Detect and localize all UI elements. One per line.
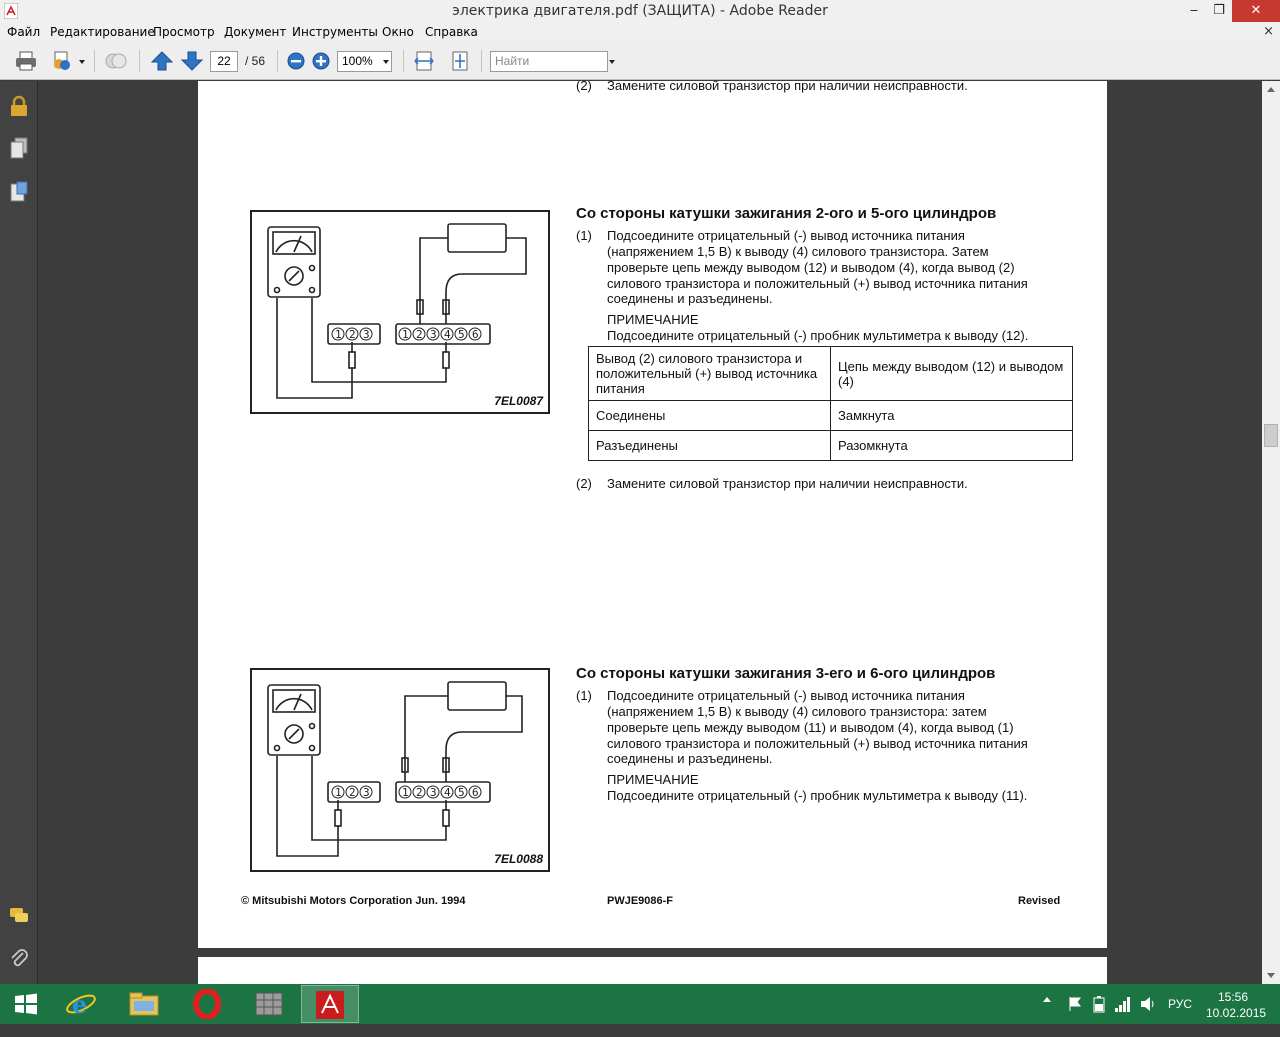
window-title: электрика двигателя.pdf (ЗАЩИТА) - Adobe Reader (452, 3, 828, 19)
taskbar-app[interactable] (240, 985, 298, 1023)
find-dropdown-arrow[interactable] (609, 60, 615, 64)
page-count: / 56 (245, 54, 266, 68)
minimize-button[interactable]: ‒ (1189, 3, 1199, 18)
vertical-scrollbar[interactable] (1262, 81, 1280, 984)
wiring-diagram-figure (250, 210, 550, 414)
menu-document[interactable]: Документ (224, 25, 287, 39)
battery-icon[interactable] (1092, 995, 1106, 1013)
table-cell: Разъединены (589, 431, 831, 461)
note-text: Подсоедините отрицательный (-) пробник мультиметра к выводу (11). (607, 788, 1028, 803)
footer-doc-code: PWJE9086-F (607, 895, 674, 907)
collaborate-icon[interactable] (104, 50, 128, 72)
step-text-line: силового транзистора и положительный (+) вывод источника питания (607, 736, 1028, 751)
title-bar (0, 0, 1280, 22)
taskbar-file-explorer[interactable] (115, 985, 173, 1023)
scroll-up-arrow-icon[interactable] (1267, 87, 1275, 92)
opera-icon (191, 989, 223, 1019)
svg-text:5: 5 (458, 786, 465, 799)
navigation-panel (0, 81, 38, 984)
zoom-out-icon[interactable] (284, 50, 308, 72)
pages-icon[interactable] (9, 137, 29, 159)
fit-page-icon[interactable] (448, 50, 472, 72)
section-heading: Со стороны катушки зажигания 2-ого и 5-ого цилиндров (576, 205, 997, 222)
svg-text:1: 1 (335, 786, 342, 799)
clock-time[interactable]: 15:56 (1218, 990, 1249, 1004)
step-text-line: соединены и разъединены. (607, 751, 773, 766)
svg-text:4: 4 (444, 786, 451, 799)
note-text: Подсоедините отрицательный (-) пробник мультиметра к выводу (12). (607, 328, 1029, 343)
svg-text:3: 3 (430, 786, 437, 799)
note-label: ПРИМЕЧАНИЕ (607, 312, 699, 327)
document-viewport[interactable] (38, 81, 1262, 984)
table-cell: Соединены (589, 401, 831, 431)
svg-text:6: 6 (472, 786, 479, 799)
menu-edit[interactable]: Редактирование (50, 25, 155, 39)
menu-file[interactable]: Файл (7, 25, 41, 39)
menu-view[interactable]: Просмотр (153, 25, 215, 39)
next-page-icon[interactable] (180, 50, 204, 72)
clock-date[interactable]: 10.02.2015 (1206, 1006, 1267, 1020)
internet-explorer-icon (65, 989, 97, 1019)
svg-text:6: 6 (472, 328, 479, 341)
close-document-icon[interactable]: × (1263, 24, 1274, 39)
fit-width-icon[interactable] (412, 50, 436, 72)
attachments-panel-icon[interactable] (9, 181, 29, 203)
svg-text:2: 2 (416, 786, 423, 799)
step-text-line: силового транзистора и положительный (+) вывод источника питания (607, 276, 1028, 291)
taskbar-adobe-reader[interactable] (301, 985, 359, 1023)
step-text: Замените силовой транзистор при наличии неисправности. (607, 81, 968, 93)
previous-page-icon[interactable] (150, 50, 174, 72)
table-header-cell: Цепь между выводом (12) и выводом (4) (831, 347, 1073, 401)
svg-text:3: 3 (430, 328, 437, 341)
footer-status: Revised (1018, 895, 1061, 907)
menu-bar (0, 22, 1280, 42)
step-text-line: Подсоедините отрицательный (-) вывод источника питания (607, 228, 965, 243)
svg-text:5: 5 (458, 328, 465, 341)
paperclip-icon[interactable] (9, 947, 29, 969)
step-text-line: проверьте цепь между выводом (12) и выводом (4), когда вывод (2) (607, 260, 1015, 275)
wiring-diagram-figure (250, 668, 550, 872)
tray-expand-icon[interactable] (1043, 997, 1053, 1037)
table-row (589, 431, 1073, 461)
menu-help[interactable]: Справка (425, 25, 478, 39)
taskbar-internet-explorer[interactable] (52, 985, 110, 1023)
comments-icon[interactable] (9, 905, 29, 927)
continuity-table (588, 346, 1073, 461)
zoom-level-select[interactable]: 100% (337, 51, 392, 72)
scroll-down-arrow-icon[interactable] (1267, 973, 1275, 978)
toolbar (0, 42, 1280, 80)
toolbar-separator (277, 50, 278, 72)
svg-text:1: 1 (402, 786, 409, 799)
step-number: (2) (576, 476, 592, 491)
svg-text:e: e (72, 990, 88, 1019)
page-number-input[interactable]: 22 (210, 51, 238, 72)
figure-code: 7EL0088 (494, 852, 543, 866)
create-dropdown-arrow[interactable] (79, 60, 85, 64)
svg-text:2: 2 (349, 328, 356, 341)
windows-start-icon[interactable] (14, 993, 38, 1015)
multimeter-circuit-diagram (252, 212, 548, 412)
taskbar-opera[interactable] (178, 985, 236, 1023)
menu-window[interactable]: Окно (382, 25, 414, 39)
toolbar-separator (139, 50, 140, 72)
table-row (589, 401, 1073, 431)
toolbar-separator (481, 50, 482, 72)
figure-code: 7EL0087 (494, 394, 543, 408)
svg-text:4: 4 (444, 328, 451, 341)
step-number: (1) (576, 688, 592, 703)
svg-text:1: 1 (402, 328, 409, 341)
step-text-line: проверьте цепь между выводом (11) и выводом (4), когда вывод (1) (607, 720, 1014, 735)
zoom-dropdown-arrow[interactable] (383, 60, 389, 64)
next-pdf-page (198, 957, 1107, 984)
network-signal-icon[interactable] (1114, 995, 1132, 1013)
step-text-line: (напряжением 1,5 В) к выводу (4) силового транзистора. Затем (607, 244, 989, 259)
taskbar (0, 984, 1280, 1024)
table-cell: Замкнута (831, 401, 1073, 431)
svg-text:1: 1 (335, 328, 342, 341)
print-icon[interactable] (14, 50, 38, 72)
multimeter-circuit-diagram (252, 670, 548, 870)
menu-tools[interactable]: Инструменты (292, 25, 378, 39)
pdf-page (198, 81, 1107, 948)
folder-icon (128, 991, 160, 1017)
step-number: (2) (576, 81, 592, 93)
toolbar-separator (94, 50, 95, 72)
action-center-flag-icon[interactable] (1068, 996, 1082, 1012)
close-button[interactable]: ✕ (1232, 0, 1280, 22)
toolbar-separator (403, 50, 404, 72)
svg-text:2: 2 (416, 328, 423, 341)
footer-copyright: © Mitsubishi Motors Corporation Jun. 1994 (241, 895, 466, 907)
step-text: Замените силовой транзистор при наличии неисправности. (607, 476, 968, 491)
speaker-volume-icon[interactable] (1140, 995, 1156, 1013)
language-indicator[interactable]: РУС (1168, 997, 1193, 1011)
table-cell: Разомкнута (831, 431, 1073, 461)
note-label: ПРИМЕЧАНИЕ (607, 772, 699, 787)
adobe-reader-icon (314, 990, 346, 1020)
section-heading: Со стороны катушки зажигания 3-его и 6-ого цилиндров (576, 665, 996, 682)
grid-app-icon (253, 990, 285, 1018)
maximize-button[interactable]: ❐ (1213, 3, 1225, 18)
step-number: (1) (576, 228, 592, 243)
scrollbar-thumb[interactable] (1264, 424, 1278, 447)
table-header-cell: Вывод (2) силового транзистора и положительный (+) вывод источника питания (589, 347, 831, 401)
zoom-in-icon[interactable] (309, 50, 333, 72)
svg-text:2: 2 (349, 786, 356, 799)
find-input[interactable]: Найти (490, 51, 608, 72)
security-lock-icon[interactable] (9, 95, 29, 117)
step-text-line: соединены и разъединены. (607, 291, 773, 306)
step-text-line: Подсоедините отрицательный (-) вывод источника питания (607, 688, 965, 703)
svg-text:3: 3 (363, 786, 370, 799)
svg-text:3: 3 (363, 328, 370, 341)
step-text-line: (напряжением 1,5 В) к выводу (4) силового транзистора: затем (607, 704, 987, 719)
create-pdf-icon[interactable] (50, 50, 74, 72)
